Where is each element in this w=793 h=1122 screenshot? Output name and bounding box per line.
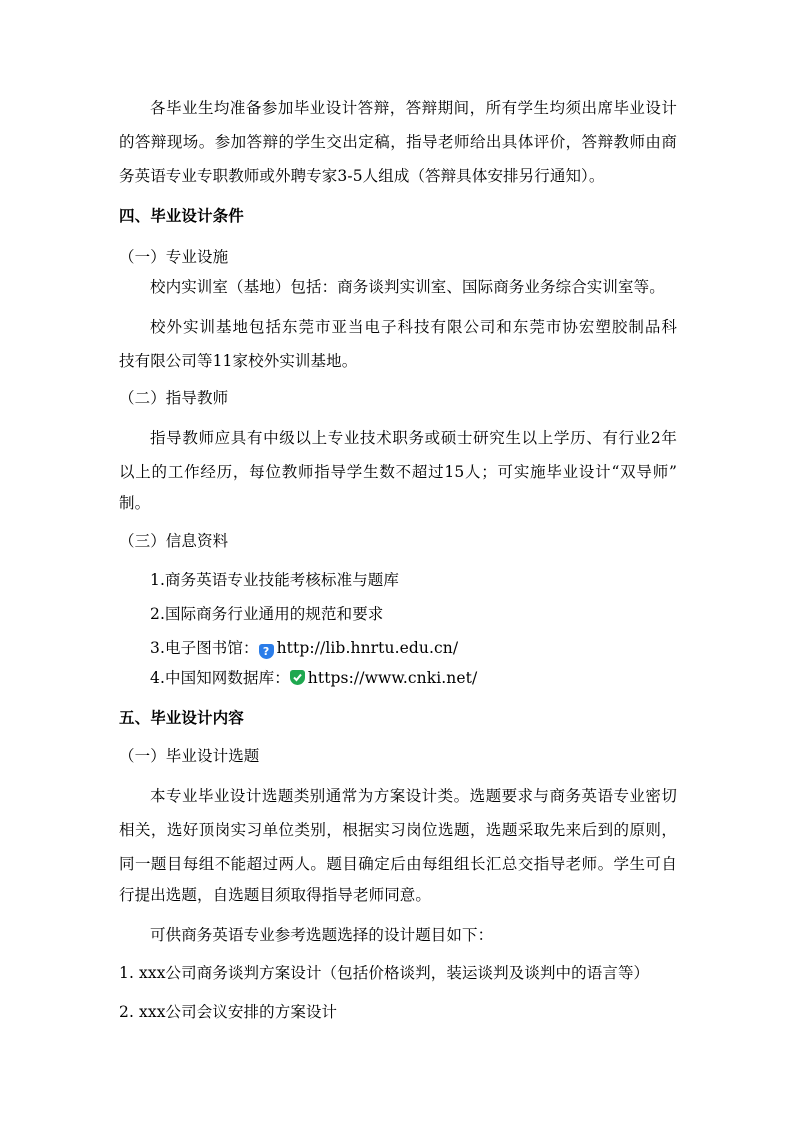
subsection-4-3-title: （三）信息资料 (119, 532, 229, 550)
section-5-heading: 五、毕业设计内容 (119, 709, 244, 727)
resource-item-3-label: 3.电子图书馆： (150, 639, 259, 657)
intro-line-2: 的答辩现场。参加答辩的学生交出定稿，指导老师给出具体评价，答辩教师由商 (119, 133, 677, 151)
resource-item-2: 2.国际商务行业通用的规范和要求 (150, 605, 384, 623)
facilities-paragraph-2-line-1: 校外实训基地包括东莞市亚当电子科技有限公司和东莞市协宏塑胶制品科 (150, 318, 677, 336)
topic-list-intro: 可供商务英语专业参考选题选择的设计题目如下： (150, 926, 494, 944)
topic-line-4: 行提出选题，自选题目须取得指导老师同意。 (119, 886, 432, 904)
advisor-line-2: 以上的工作经历，每位教师指导学生数不超过15人；可实施毕业设计“双导师” (119, 463, 677, 481)
digital-library-link[interactable]: http://lib.hnrtu.edu.cn/ (276, 639, 459, 657)
resource-item-3 (150, 638, 458, 659)
advisor-line-3: 制。 (119, 494, 151, 512)
shield-question-icon: ? (259, 644, 274, 659)
subsection-4-1-title: （一）专业设施 (119, 248, 229, 266)
subsection-5-1-title: （一）毕业设计选题 (119, 747, 260, 765)
advisor-line-1: 指导教师应具有中级以上专业技术职务或硕士研究生以上学历、有行业2年 (150, 429, 677, 447)
topic-line-2: 相关，选好顶岗实习单位类别，根据实习岗位选题，选题采取先来后到的原则， (119, 821, 677, 839)
topic-line-1: 本专业毕业设计选题类别通常为方案设计类。选题要求与商务英语专业密切 (150, 787, 677, 805)
verified-check-icon (290, 670, 305, 685)
topic-item-2: 2. xxx公司会议安排的方案设计 (119, 1003, 338, 1021)
facilities-paragraph-1: 校内实训室（基地）包括：商务谈判实训室、国际商务业务综合实训室等。 (150, 278, 665, 296)
topic-line-3: 同一题目每组不能超过两人。题目确定后由每组组长汇总交指导老师。学生可自 (119, 855, 677, 873)
section-4-heading: 四、毕业设计条件 (119, 207, 244, 225)
intro-line-3: 务英语专业专职教师或外聘专家3-5人组成（答辩具体安排另行通知）。 (119, 167, 605, 185)
resource-item-1: 1.商务英语专业技能考核标准与题库 (150, 571, 399, 589)
cnki-link[interactable]: https://www.cnki.net/ (307, 669, 478, 687)
resource-item-4 (150, 668, 477, 688)
intro-line-1: 各毕业生均准备参加毕业设计答辩，答辩期间，所有学生均须出席毕业设计 (150, 99, 677, 117)
subsection-4-2-title: （二）指导教师 (119, 389, 229, 407)
resource-item-4-label: 4.中国知网数据库： (150, 669, 290, 687)
topic-item-1: 1. xxx公司商务谈判方案设计（包括价格谈判，装运谈判及谈判中的语言等） (119, 964, 650, 982)
facilities-paragraph-2-line-2: 技有限公司等11家校外实训基地。 (119, 352, 358, 370)
